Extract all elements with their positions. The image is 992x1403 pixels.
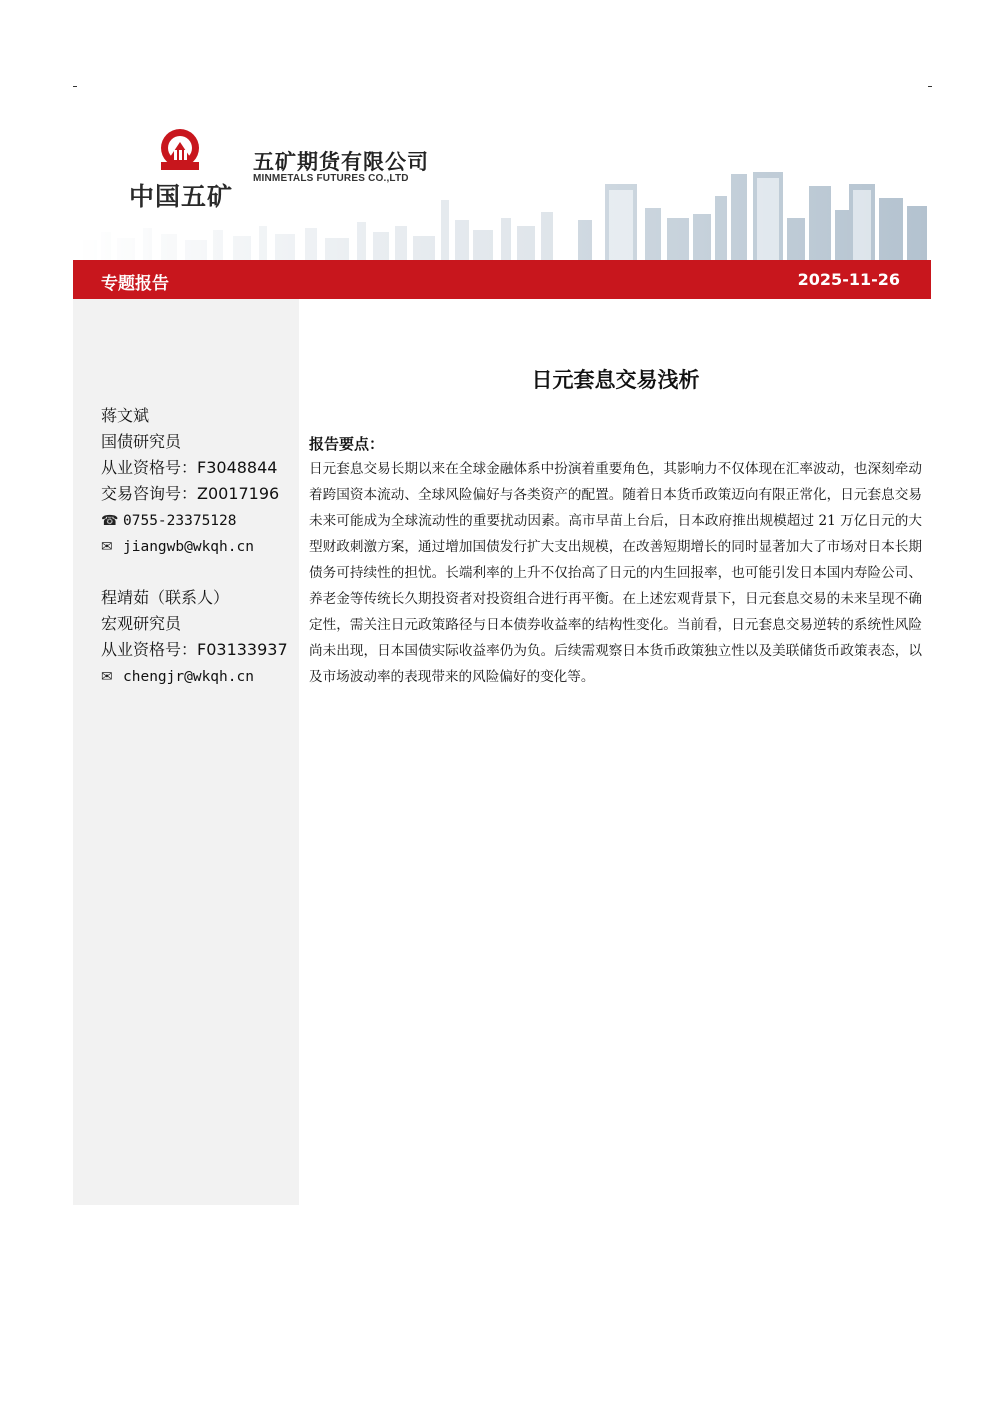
crop-mark-left <box>73 86 77 87</box>
author-email[interactable]: chengjr@wkqh.cn <box>123 669 254 685</box>
author-consulting-number: 交易咨询号：Z0017196 <box>101 484 280 503</box>
author-card <box>101 585 288 689</box>
envelope-icon: ✉ <box>101 669 113 685</box>
phone-icon: ☎ <box>101 513 119 529</box>
crop-mark-right <box>928 86 932 87</box>
report-header <box>73 100 931 260</box>
report-date: 2025-11-26 <box>797 270 900 289</box>
minmetals-emblem-icon <box>155 128 205 174</box>
author-name: 程靖茹（联系人） <box>101 588 230 607</box>
author-email[interactable]: jiangwb@wkqh.cn <box>123 539 254 555</box>
author-email-row <box>101 663 288 689</box>
author-card <box>101 403 279 559</box>
author-sidebar <box>73 299 299 1205</box>
author-phone: 0755-23375128 <box>123 513 237 529</box>
author-phone-row <box>101 507 279 533</box>
author-role: 国债研究员 <box>101 432 182 451</box>
company-name-en: MINMETALS FUTURES CO.,LTD <box>253 173 409 184</box>
report-banner <box>73 260 931 299</box>
author-email-row <box>101 533 279 559</box>
company-name-cn: 五矿期货有限公司 <box>253 150 429 174</box>
envelope-icon: ✉ <box>101 539 113 555</box>
group-name: 中国五矿 <box>129 182 234 211</box>
author-qualification: 从业资格号：F03133937 <box>101 640 288 659</box>
report-type: 专题报告 <box>101 274 169 294</box>
author-qualification: 从业资格号：F3048844 <box>101 458 278 477</box>
summary-heading: 报告要点： <box>309 435 385 453</box>
author-role: 宏观研究员 <box>101 614 182 633</box>
summary-body: 日元套息交易长期以来在全球金融体系中扮演着重要角色，其影响力不仅体现在汇率波动，也深刻牵动着跨国资本流动、全球风险偏好与各类资产的配置。随着日本货币政策迈向有限正常化，日元套息交易未来可能成为全球流动性的重要扰动因素。高市早苗上台后，日本政府推出规模超过 21 万亿日元的大型财政刺激方案，通过增加国债发行扩大支出规模，在改善短期增长的同时显著加大了市场对日本长期债务可持续性的担忧。长端利率的上升不仅抬高了日元的内生回报率，也可能引发日本国内寿险公司、养老金等传统长久期投资者对投资组合进行再平衡。在上述宏观背景下，日元套息交易的未来呈现不确定性，需关注日元政策路径与日本债券收益率的结构性变化。当前看，日元套息交易逆转的系统性风险尚未出现，日本国债实际收益率仍为负。后续需观察日本货币政策独立性以及美联储货币政策表态，以及市场波动率的表现带来的风险偏好的变化等。 <box>309 461 922 685</box>
report-title: 日元套息交易浅析 <box>531 368 700 392</box>
author-name: 蒋文斌 <box>101 406 150 425</box>
